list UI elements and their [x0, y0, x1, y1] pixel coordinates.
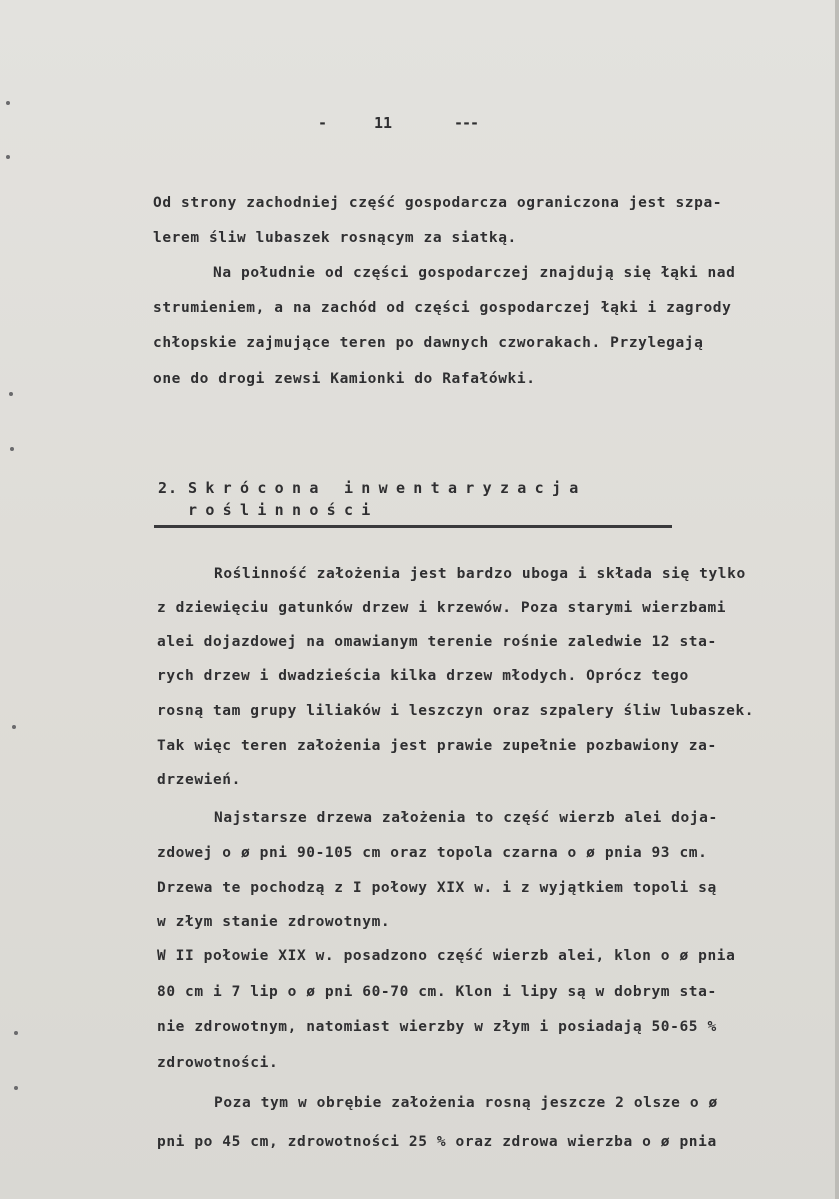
paragraph-5-line-4: zdrowotności.: [157, 1055, 279, 1071]
paragraph-1-line-1: Od strony zachodniej część gospodarcza ograniczona jest szpa-: [153, 195, 723, 211]
paragraph-2-line-1: Na południe od części gospodarczej znajdują się łąki nad: [213, 265, 736, 281]
paragraph-3-line-6: Tak więc teren założenia jest prawie zupełnie pozbawiony za-: [157, 738, 717, 754]
paragraph-5-line-2: 80 cm i 7 lip o ø pni 60-70 cm. Klon i lipy są w dobrym sta-: [157, 984, 717, 1000]
paragraph-2-line-3: chłopskie zajmujące teren po dawnych czworakach. Przylegają: [153, 335, 704, 351]
margin-dot: [12, 725, 16, 729]
page-number-dash-left: -: [318, 114, 328, 132]
paragraph-3-line-5: rosną tam grupy liliaków i leszczyn oraz szpalery śliw lubaszek.: [157, 703, 755, 719]
paragraph-2-line-4: one do drogi zewsi Kamionki do Rafałówki.: [153, 371, 536, 387]
page-number: 11: [374, 114, 393, 132]
margin-dot: [9, 392, 13, 396]
paragraph-4-line-4: w złym stanie zdrowotnym.: [157, 914, 391, 930]
margin-dot: [14, 1086, 18, 1090]
margin-dot: [6, 155, 10, 159]
paragraph-5-line-3: nie zdrowotnym, natomiast wierzby w złym i posiadają 50-65 %: [157, 1019, 717, 1035]
paragraph-3-line-7: drzewień.: [157, 772, 241, 788]
section-title-line-2: roślinności: [188, 501, 379, 519]
margin-dot: [14, 1031, 18, 1035]
paragraph-1-line-2: lerem śliw lubaszek rosnącym za siatką.: [153, 230, 517, 246]
paragraph-6-line-1: Poza tym w obrębie założenia rosną jeszcze 2 olsze o ø: [214, 1095, 718, 1111]
paragraph-4-line-1: Najstarsze drzewa założenia to część wierzb alei doja-: [214, 810, 718, 826]
section-number: 2.: [158, 479, 179, 497]
paragraph-5-line-1: W II połowie XIX w. posadzono część wierzb alei, klon o ø pnia: [157, 948, 736, 964]
margin-dot: [10, 447, 14, 451]
paragraph-3-line-2: z dziewięciu gatunków drzew i krzewów. Poza starymi wierzbami: [157, 600, 727, 616]
paragraph-4-line-2: zdowej o ø pni 90-105 cm oraz topola czarna o ø pnia 93 cm.: [157, 845, 708, 861]
paragraph-4-line-3: Drzewa te pochodzą z I połowy XIX w. i z wyjątkiem topoli są: [157, 880, 717, 896]
paragraph-3-line-3: alei dojazdowej na omawianym terenie rośnie zaledwie 12 sta-: [157, 634, 717, 650]
paragraph-3-line-1: Roślinność założenia jest bardzo uboga i składa się tylko: [214, 566, 746, 582]
paragraph-6-line-2: pni po 45 cm, zdrowotności 25 % oraz zdrowa wierzba o ø pnia: [157, 1134, 717, 1150]
page-number-dash-right: ---: [454, 114, 479, 132]
margin-dot: [6, 101, 10, 105]
section-underline: [154, 525, 672, 528]
section-title-line-1: Skrócona inwentaryzacja: [188, 479, 587, 497]
paragraph-2-line-2: strumieniem, a na zachód od części gospodarczej łąki i zagrody: [153, 300, 732, 316]
paragraph-3-line-4: rych drzew i dwadzieścia kilka drzew młodych. Oprócz tego: [157, 668, 689, 684]
